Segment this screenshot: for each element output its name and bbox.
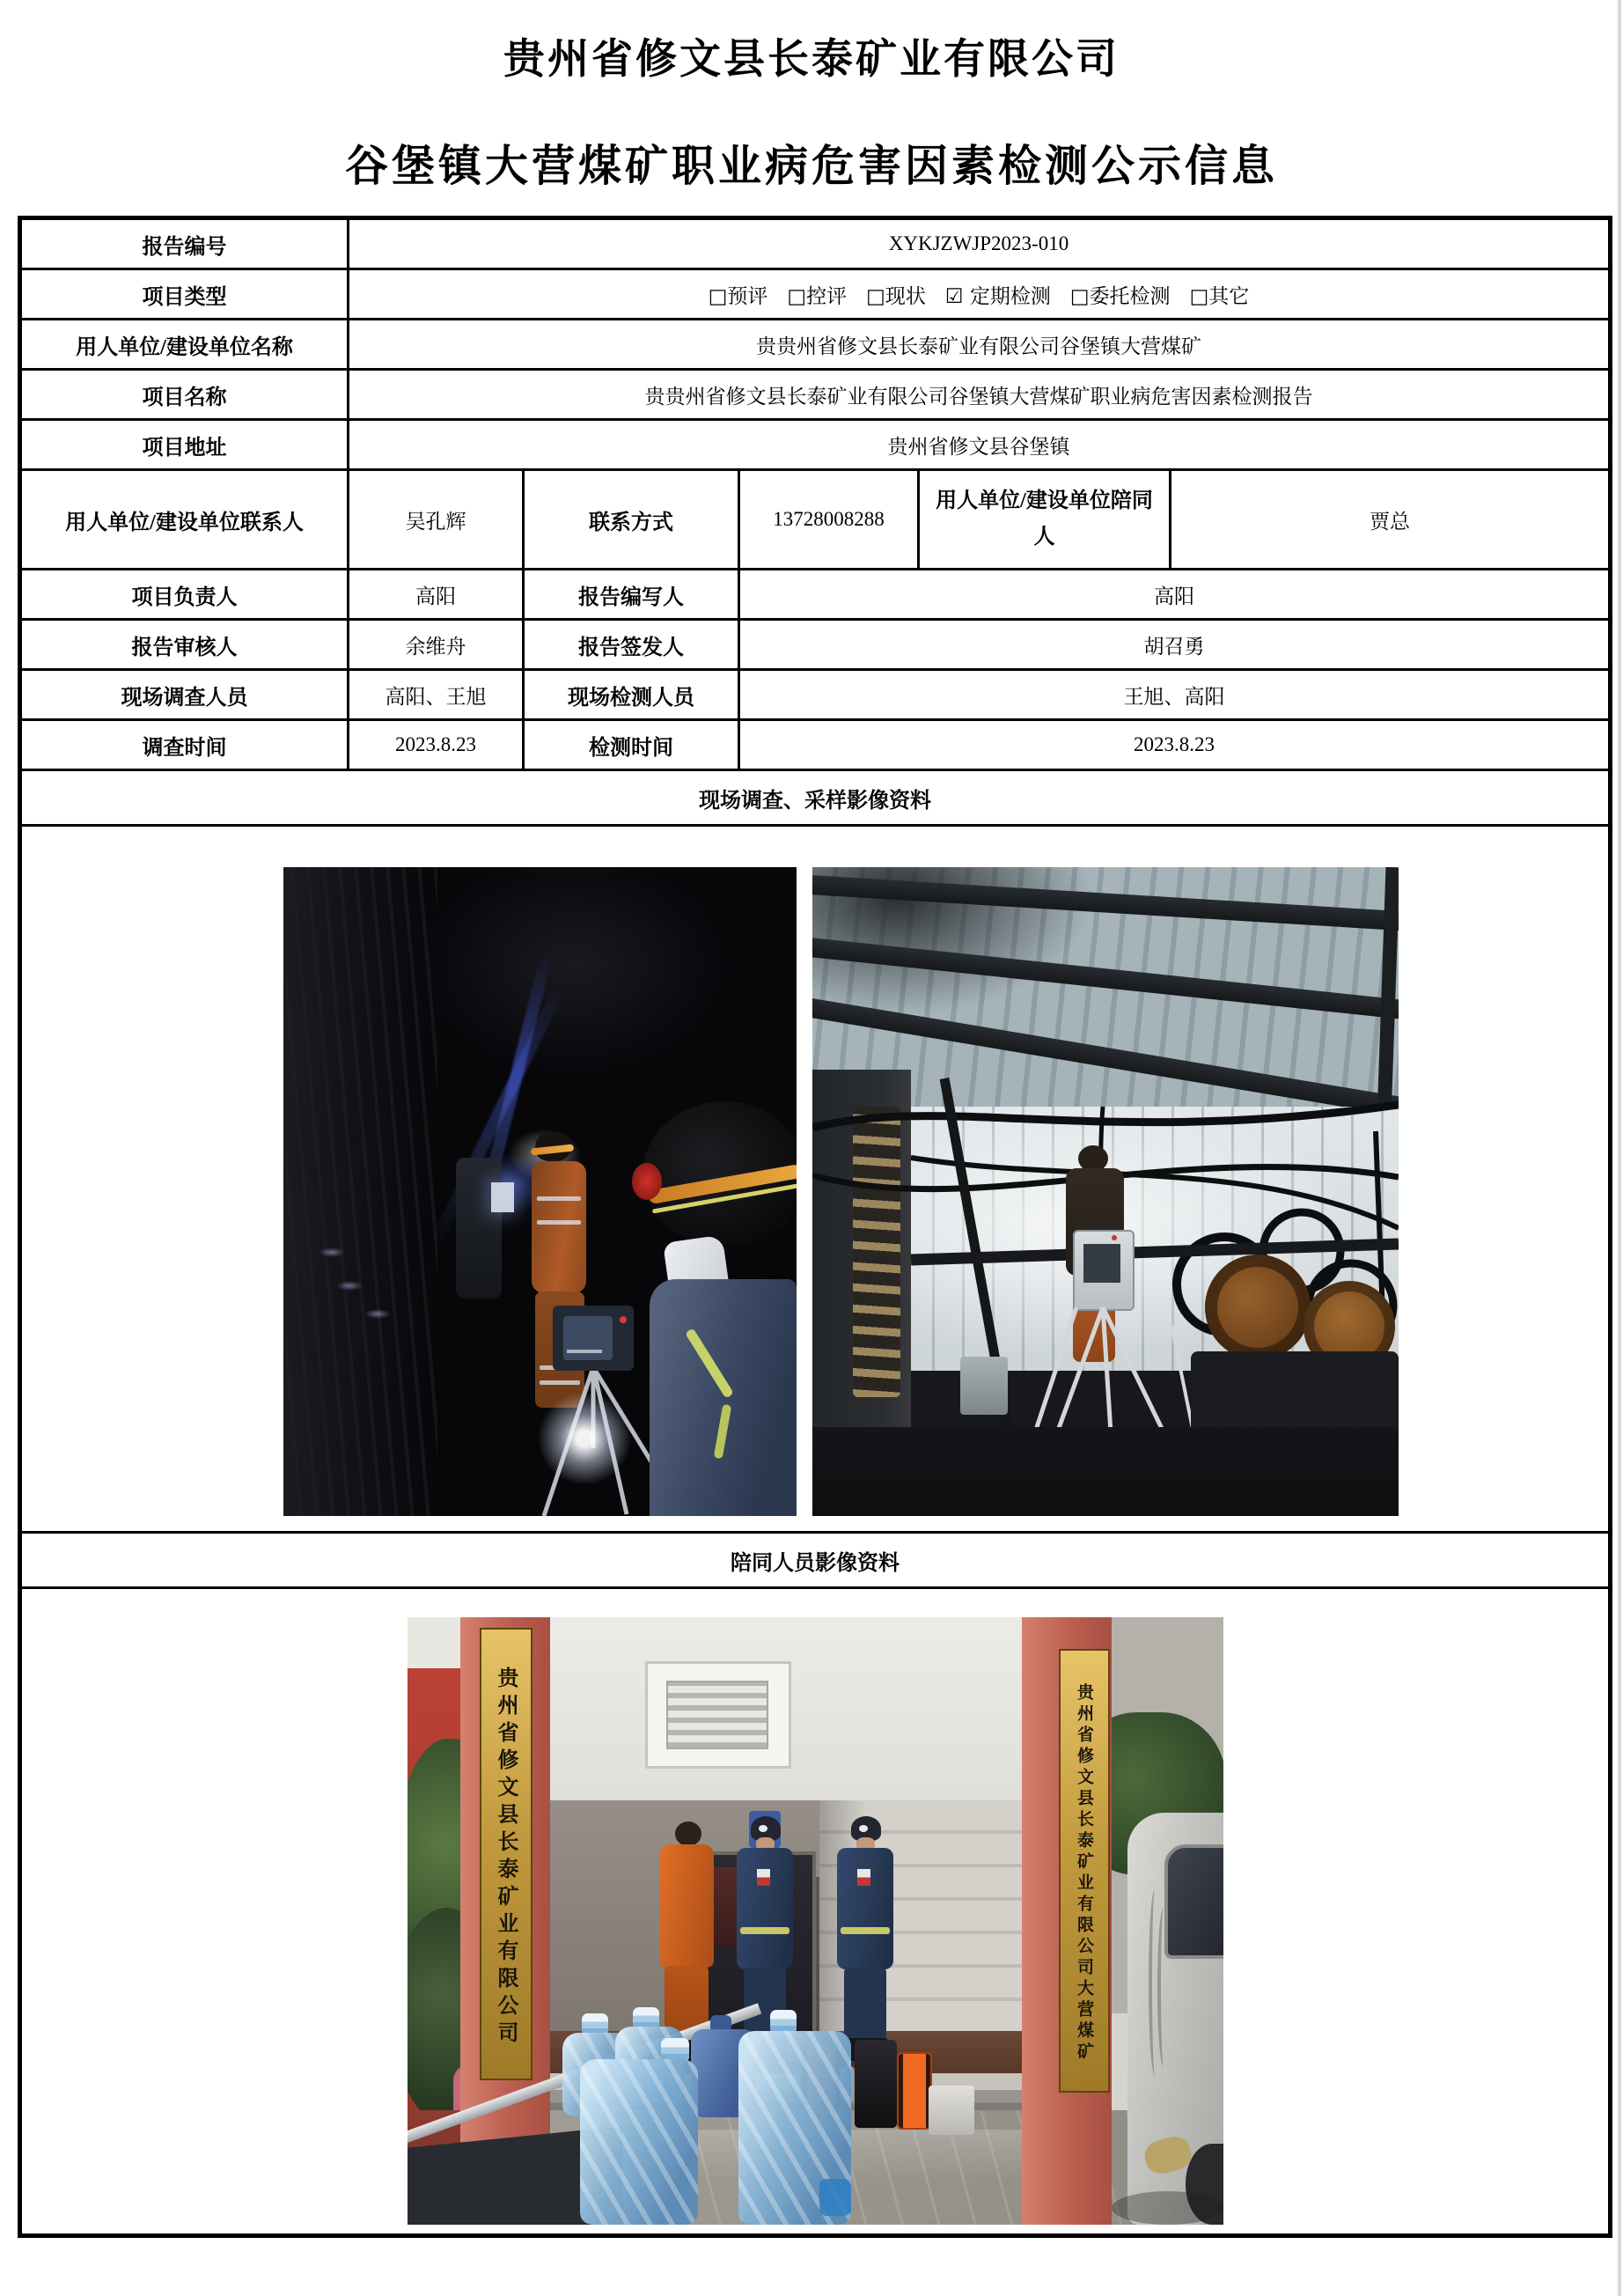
survey-staff-value: 高阳、王旭 bbox=[349, 670, 524, 720]
table-row-section-site-survey bbox=[20, 770, 1611, 826]
table-row-leader bbox=[20, 570, 1611, 620]
survey-date-label: 调查时间 bbox=[20, 720, 349, 770]
project-name-value: 贵贵州省修文县长泰矿业有限公司谷堡镇大营煤矿职业病危害因素检测报告 bbox=[349, 370, 1611, 420]
page-title-subject: 谷堡镇大营煤矿职业病危害因素检测公示信息 bbox=[344, 142, 1278, 190]
table-row-project-type bbox=[20, 269, 1611, 320]
table-row-section-companion bbox=[20, 1533, 1611, 1588]
plaque-left-text: 贵州省修文县长泰矿业有限公司 bbox=[494, 1667, 517, 2049]
report-issuer-value: 胡召勇 bbox=[739, 620, 1611, 670]
project-type-options bbox=[356, 280, 1601, 309]
project-address-label: 项目地址 bbox=[20, 420, 349, 470]
site-photos-band bbox=[22, 827, 1608, 1516]
person-orange-head bbox=[675, 1821, 701, 1846]
foreground-worker-jacket bbox=[650, 1279, 797, 1516]
companion-label: 用人单位/建设单位陪同人 bbox=[919, 470, 1171, 570]
plaque-right-text: 贵州省修文县长泰矿业有限公司大营煤矿 bbox=[1075, 1683, 1093, 2064]
contact-phone-label: 联系方式 bbox=[524, 470, 739, 570]
project-leader-value: 高阳 bbox=[349, 570, 524, 620]
table-row-survey-staff bbox=[20, 670, 1611, 720]
project-type-option-entrusted: □委托检测 bbox=[1069, 284, 1171, 308]
report-issuer-label: 报告签发人 bbox=[524, 620, 739, 670]
project-type-option-status-quo: □现状 bbox=[866, 284, 926, 308]
contact-person-label: 用人单位/建设单位联系人 bbox=[20, 470, 349, 570]
table-row-project-address bbox=[20, 420, 1611, 470]
table-row-report-no bbox=[20, 218, 1611, 269]
contact-phone-value: 13728008288 bbox=[739, 470, 919, 570]
orange-equipment-case bbox=[897, 2052, 932, 2130]
scan-edge-artifact bbox=[1618, 0, 1621, 2296]
water-jug-large bbox=[580, 2059, 698, 2225]
rusty-machine bbox=[1205, 1255, 1311, 1360]
report-writer-label: 报告编写人 bbox=[524, 570, 739, 620]
company-plaque-right bbox=[1059, 1649, 1110, 2093]
company-plaque-left bbox=[480, 1628, 532, 2080]
site-survey-photo-underground bbox=[283, 867, 797, 1516]
tripod-lamp-glow bbox=[535, 1394, 634, 1483]
detection-date-label: 检测时间 bbox=[524, 720, 739, 770]
table-row-employer-name bbox=[20, 320, 1611, 370]
project-address-value: 贵州省修文县谷堡镇 bbox=[349, 420, 1611, 470]
detection-date-value: 2023.8.23 bbox=[739, 720, 1611, 770]
report-reviewer-value: 余维舟 bbox=[349, 620, 524, 670]
van-window bbox=[1164, 1844, 1223, 1959]
table-row-contacts bbox=[20, 470, 1611, 570]
companion-group-photo bbox=[408, 1617, 1223, 2225]
survey-staff-label: 现场调查人员 bbox=[20, 670, 349, 720]
project-type-option-pre-eval: □预评 bbox=[708, 284, 768, 308]
project-type-option-other: □其它 bbox=[1189, 284, 1250, 308]
person-navy2-body bbox=[837, 1848, 893, 1969]
info-table bbox=[18, 216, 1612, 2238]
project-type-label: 项目类型 bbox=[20, 269, 349, 320]
report-no-value: XYKJZWJP2023-010 bbox=[349, 218, 1611, 269]
table-row-dates bbox=[20, 720, 1611, 770]
report-writer-value: 高阳 bbox=[739, 570, 1611, 620]
detection-staff-label: 现场检测人员 bbox=[524, 670, 739, 720]
project-type-option-periodic-checked: ☑ 定期检测 bbox=[944, 284, 1051, 308]
project-leader-label: 项目负责人 bbox=[20, 570, 349, 620]
employer-name-value: 贵贵州省修文县长泰矿业有限公司谷堡镇大营煤矿 bbox=[349, 320, 1611, 370]
report-no-label: 报告编号 bbox=[20, 218, 349, 269]
table-row-reviewer bbox=[20, 620, 1611, 670]
detection-staff-value: 王旭、高阳 bbox=[739, 670, 1611, 720]
table-row-site-photos bbox=[20, 826, 1611, 1533]
person-orange-body bbox=[659, 1844, 714, 1968]
entrance-ceiling bbox=[548, 1617, 1038, 1803]
table-row-companion-photo bbox=[20, 1588, 1611, 2236]
contact-person-value: 吴孔辉 bbox=[349, 470, 524, 570]
project-type-option-control-eval: □控评 bbox=[787, 284, 848, 308]
report-reviewer-label: 报告审核人 bbox=[20, 620, 349, 670]
employer-name-label: 用人单位/建设单位名称 bbox=[20, 320, 349, 370]
project-name-label: 项目名称 bbox=[20, 370, 349, 420]
table-row-project-name bbox=[20, 370, 1611, 420]
project-type-value bbox=[349, 269, 1611, 320]
survey-date-value: 2023.8.23 bbox=[349, 720, 524, 770]
section-title-site-survey: 现场调查、采样影像资料 bbox=[20, 770, 1611, 826]
section-title-companion: 陪同人员影像资料 bbox=[20, 1533, 1611, 1588]
site-survey-photo-shed bbox=[812, 867, 1399, 1516]
red-headlamp bbox=[632, 1163, 662, 1200]
companion-value: 贾总 bbox=[1171, 470, 1611, 570]
white-box bbox=[929, 2086, 974, 2135]
page-title-company: 贵州省修文县长泰矿业有限公司 bbox=[503, 37, 1120, 83]
person-navy1-body bbox=[737, 1848, 793, 1969]
gray-equipment-box bbox=[960, 1357, 1008, 1415]
black-equipment-case bbox=[855, 2040, 897, 2128]
